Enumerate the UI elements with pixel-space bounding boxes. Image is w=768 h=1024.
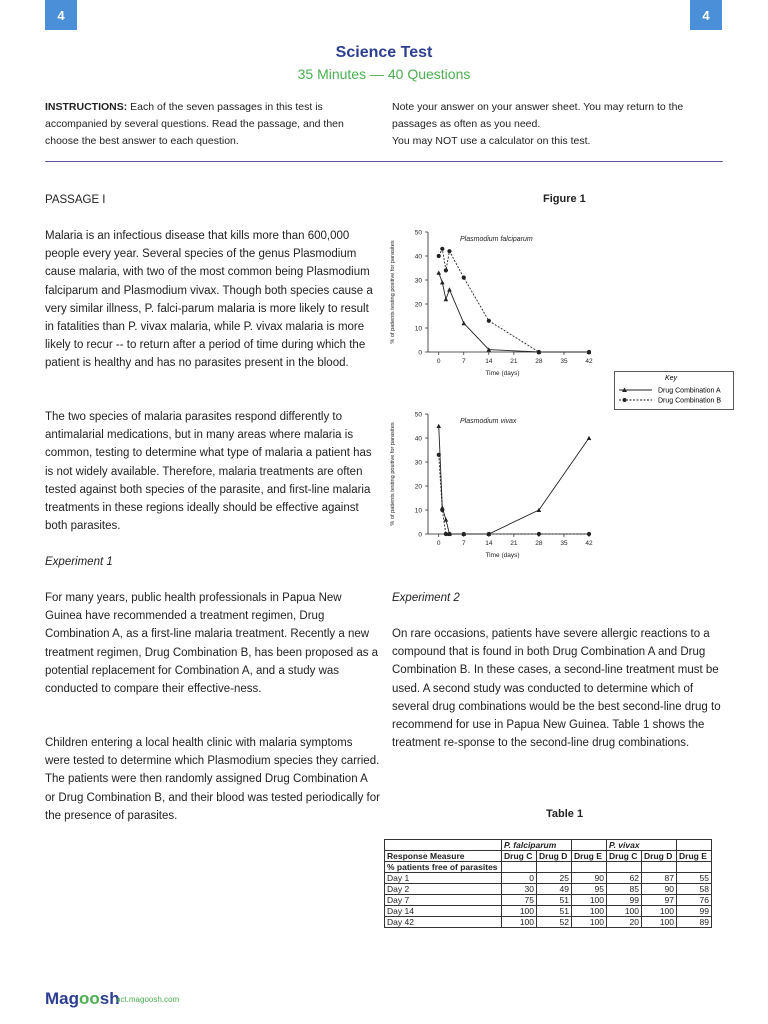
instructions-right-line1: Note your answer on your answer sheet. You may return to the passages as often as you need. <box>392 101 684 130</box>
y-axis-label: % of patients testing positive for parasites <box>390 422 396 526</box>
measure-header: Response Measure <box>385 851 502 862</box>
logo-text-1: Mag <box>45 989 79 1008</box>
y-tick-label: 40 <box>414 253 422 261</box>
x-tick-label: 14 <box>485 540 493 547</box>
key-label-b: Drug Combination B <box>658 397 722 405</box>
instructions-right <box>392 99 727 150</box>
y-axis-label: % of patients testing positive for parasites <box>390 240 396 344</box>
data-point-a <box>444 517 449 521</box>
series-line-a <box>439 273 589 352</box>
header-divider <box>45 161 723 162</box>
data-point-b <box>587 532 591 536</box>
row-label: Day 7 <box>385 895 502 906</box>
x-tick-label: 7 <box>461 358 466 365</box>
data-point-b <box>462 532 466 536</box>
x-tick-label: 35 <box>560 358 568 365</box>
column-header: Drug C <box>502 851 537 862</box>
figure-key <box>614 371 734 411</box>
group-vivax: P. vivax <box>607 840 677 851</box>
passage-paragraph-1: Malaria is an infectious disease that kills more than 600,000 people every year. Several species of the genus Plasmodium cause malaria, with two of the most common being Plasmodium falciparum and Plasmodium vivax. Though both species cause a very similar illness, P. falci-parum malaria is more likely to result in fatalities than P. vivax malaria, while P. vivax malaria is more likely to recur -- to return after a period of time during which the patient is healthy and has no parasites present in the blood. <box>45 230 373 370</box>
data-point-b <box>447 249 451 253</box>
data-point-b <box>444 532 448 536</box>
data-point-a <box>447 287 452 291</box>
data-point-b <box>537 350 541 354</box>
table-cell: 51 <box>537 895 572 906</box>
table-row <box>385 906 712 917</box>
x-tick-label: 0 <box>436 358 441 365</box>
instructions-left <box>45 99 380 150</box>
table-cell: 55 <box>677 873 712 884</box>
x-tick-label: 21 <box>510 540 518 547</box>
y-tick-label: 30 <box>414 277 422 285</box>
table-empty-cell <box>572 840 607 851</box>
y-tick-label: 10 <box>414 325 422 333</box>
table-cell: 99 <box>677 906 712 917</box>
data-point-b <box>444 268 448 272</box>
y-tick-label: 20 <box>414 301 422 309</box>
y-tick-label: 50 <box>414 411 422 419</box>
table-cell: 100 <box>642 906 677 917</box>
y-tick-label: 0 <box>418 531 422 539</box>
x-tick-label: 35 <box>560 540 568 547</box>
table-row <box>385 917 712 928</box>
table-cell: 100 <box>607 906 642 917</box>
y-tick-label: 40 <box>414 435 422 443</box>
x-tick-label: 14 <box>485 358 493 365</box>
experiment-2-paragraph: On rare occasions, patients have severe allergic reactions to a compound that is found in both Drug Combination A and Drug Combination B. In these cases, a second-line treatment must be used. A second study was conducted to determine which of several drug combinations would be the best second-line drug to recommend for use in Papua New Guinea. Table 1 shows the treatment re-sponse to the second-line drug combinations. <box>392 628 721 750</box>
table-group-header-row <box>385 840 712 851</box>
table-cell: 75 <box>502 895 537 906</box>
data-point-a <box>436 424 441 428</box>
table-cell: 100 <box>572 917 607 928</box>
table-cell: 58 <box>677 884 712 895</box>
logo-text-2: oo <box>79 989 100 1008</box>
table-cell: 90 <box>572 873 607 884</box>
data-point-a <box>461 321 466 325</box>
data-point-b <box>447 532 451 536</box>
data-point-b <box>462 276 466 280</box>
y-tick-label: 20 <box>414 483 422 491</box>
table-cell: 0 <box>502 873 537 884</box>
x-axis-label: Time (days) <box>485 552 520 559</box>
logo-text-3: sh <box>99 989 120 1008</box>
row-label: Day 14 <box>385 906 502 917</box>
table-empty-cell <box>385 840 502 851</box>
table-cell: 89 <box>677 917 712 928</box>
column-header: Drug E <box>677 851 712 862</box>
y-tick-label: 50 <box>414 229 422 237</box>
page-number-badge-left: 4 <box>45 0 77 30</box>
data-point-b <box>587 350 591 354</box>
table-cell: 20 <box>607 917 642 928</box>
data-point-b <box>437 453 441 457</box>
chart-title: Plasmodium vivax <box>460 418 517 425</box>
group-falciparum: P. falciparum <box>502 840 572 851</box>
x-axis-label: Time (days) <box>485 370 520 377</box>
vivax-chart <box>384 406 614 566</box>
test-subtitle: 35 Minutes — 40 Questions <box>297 66 471 82</box>
data-point-b <box>437 254 441 258</box>
data-point-a <box>587 436 592 440</box>
y-tick-label: 10 <box>414 507 422 515</box>
page-number-badge-right: 4 <box>690 0 722 30</box>
falciparum-chart <box>384 224 614 384</box>
key-title: Key <box>664 375 678 382</box>
magoosh-logo[interactable] <box>45 989 120 1009</box>
table-row <box>385 895 712 906</box>
key-marker-b <box>623 398 627 402</box>
x-tick-label: 7 <box>461 540 466 547</box>
experiment-1-paragraph-2: Children entering a local health clinic with malaria symptoms were tested to determine which Plasmodium species they carried. The patients were then randomly assigned Drug Combination A or Drug Combination B, and their blood was tested periodically for the presence of parasites. <box>45 737 380 822</box>
table-cell: 95 <box>572 884 607 895</box>
table-empty-cell <box>607 862 642 873</box>
table-empty-cell <box>537 862 572 873</box>
column-header: Drug D <box>537 851 572 862</box>
table-cell: 62 <box>607 873 642 884</box>
instructions-left-text: Each of the seven passages in this test is accompanied by several questions. Read the passage, and then choose the best answer to each question. <box>45 101 344 147</box>
instructions-right-line2: You may NOT use a calculator on this test. <box>392 135 591 147</box>
x-tick-label: 28 <box>535 358 543 365</box>
experiment-2-heading: Experiment 2 <box>392 592 460 604</box>
column-header: Drug C <box>607 851 642 862</box>
passage-paragraph-2: The two species of malaria parasites respond differently to antimalarial medications, but in many areas where malaria is common, testing to determine what type of malaria a patient has is not widely available. Therefore, malaria treatments are often tested against both species of the parasite, and first-line malaria treatments in these regions ideally should be effective against both parasites. <box>45 411 372 533</box>
table-cell: 100 <box>572 895 607 906</box>
data-point-b <box>537 532 541 536</box>
table-cell: 49 <box>537 884 572 895</box>
table-empty-cell <box>677 862 712 873</box>
experiment-1-paragraph-1: For many years, public health professionals in Papua New Guinea have recommended a treatment regimen, Drug Combination A, as a first-line malaria treatment. Recently a new treatment regimen, Drug Combination B, has been proposed as a potential replacement for Combination A, and a study was conducted to compare their effective-ness. <box>45 592 379 696</box>
table-cell: 100 <box>642 917 677 928</box>
table-empty-cell <box>502 862 537 873</box>
passage-label: PASSAGE I <box>45 194 106 206</box>
x-tick-label: 42 <box>585 358 593 365</box>
experiment-1-heading: Experiment 1 <box>45 556 113 568</box>
footer-url-link[interactable]: act.magoosh.com <box>116 995 180 1004</box>
data-point-a <box>444 297 449 301</box>
table-subheader-row <box>385 862 712 873</box>
y-tick-label: 30 <box>414 459 422 467</box>
table-cell: 51 <box>537 906 572 917</box>
series-line-b <box>439 249 589 352</box>
table-row <box>385 884 712 895</box>
table-cell: 100 <box>572 906 607 917</box>
data-point-b <box>440 247 444 251</box>
table-cell: 85 <box>607 884 642 895</box>
table-cell: 52 <box>537 917 572 928</box>
table-1 <box>384 839 712 928</box>
row-label: Day 42 <box>385 917 502 928</box>
data-point-a <box>436 271 441 275</box>
series-line-a <box>439 426 589 534</box>
table-cell: 100 <box>502 906 537 917</box>
table-cell: 97 <box>642 895 677 906</box>
column-header: Drug D <box>642 851 677 862</box>
chart-title: Plasmodium falciparum <box>460 236 533 243</box>
table-empty-cell <box>572 862 607 873</box>
y-tick-label: 0 <box>418 349 422 357</box>
x-tick-label: 28 <box>535 540 543 547</box>
x-tick-label: 42 <box>585 540 593 547</box>
table-cell: 99 <box>607 895 642 906</box>
key-label-a: Drug Combination A <box>658 387 721 395</box>
table-column-header-row <box>385 851 712 862</box>
row-label: Day 2 <box>385 884 502 895</box>
table-cell: 76 <box>677 895 712 906</box>
data-point-b <box>487 532 491 536</box>
column-header: Drug E <box>572 851 607 862</box>
table-cell: 90 <box>642 884 677 895</box>
table-cell: 30 <box>502 884 537 895</box>
row-label: Day 1 <box>385 873 502 884</box>
data-point-a <box>440 280 445 284</box>
subheader-cell: % patients free of parasites <box>385 862 502 873</box>
figure-1-title: Figure 1 <box>543 193 586 205</box>
table-cell: 87 <box>642 873 677 884</box>
x-tick-label: 0 <box>436 540 441 547</box>
instructions-label: INSTRUCTIONS: <box>45 101 128 113</box>
x-tick-label: 21 <box>510 358 518 365</box>
table-empty-cell <box>677 840 712 851</box>
table-1-title: Table 1 <box>546 808 584 820</box>
table-empty-cell <box>642 862 677 873</box>
data-point-b <box>440 508 444 512</box>
table-cell: 25 <box>537 873 572 884</box>
table-cell: 100 <box>502 917 537 928</box>
test-title: Science Test <box>335 44 433 61</box>
data-point-b <box>487 319 491 323</box>
table-row <box>385 873 712 884</box>
